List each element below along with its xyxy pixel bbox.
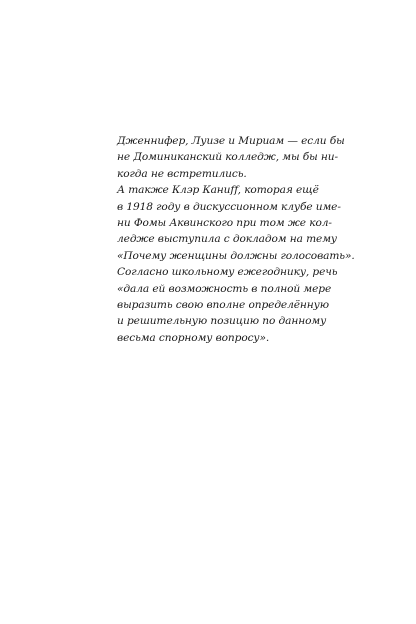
text-line: Дженнифер, Луизе и Мириам — если бы [117, 135, 345, 147]
text-line: А также Клэр Каниff, которая ещё [117, 184, 319, 197]
text-line: ни Фомы Аквинского при том же кол- [117, 216, 332, 229]
text-line: Согласно школьному ежегоднику, речь [117, 266, 338, 279]
text-line: и решительную позицию по данному [117, 315, 327, 328]
text-line: в 1918 году в дискуссионном клубе име- [117, 200, 341, 213]
text-line: выразить свою вполне определённую [117, 298, 329, 311]
text-line: ледже выступила с докладом на тему [117, 233, 337, 246]
dedication-text [117, 133, 355, 346]
text-line: «дала ей возможность в полной мере [117, 282, 332, 295]
text-line: весьма спорному вопросу». [117, 331, 270, 344]
text-line: когда не встретились. [117, 167, 247, 180]
text-line: «Почему женщины должны голосовать». [117, 249, 355, 262]
text-line: не Доминиканский колледж, мы бы ни- [117, 151, 338, 164]
